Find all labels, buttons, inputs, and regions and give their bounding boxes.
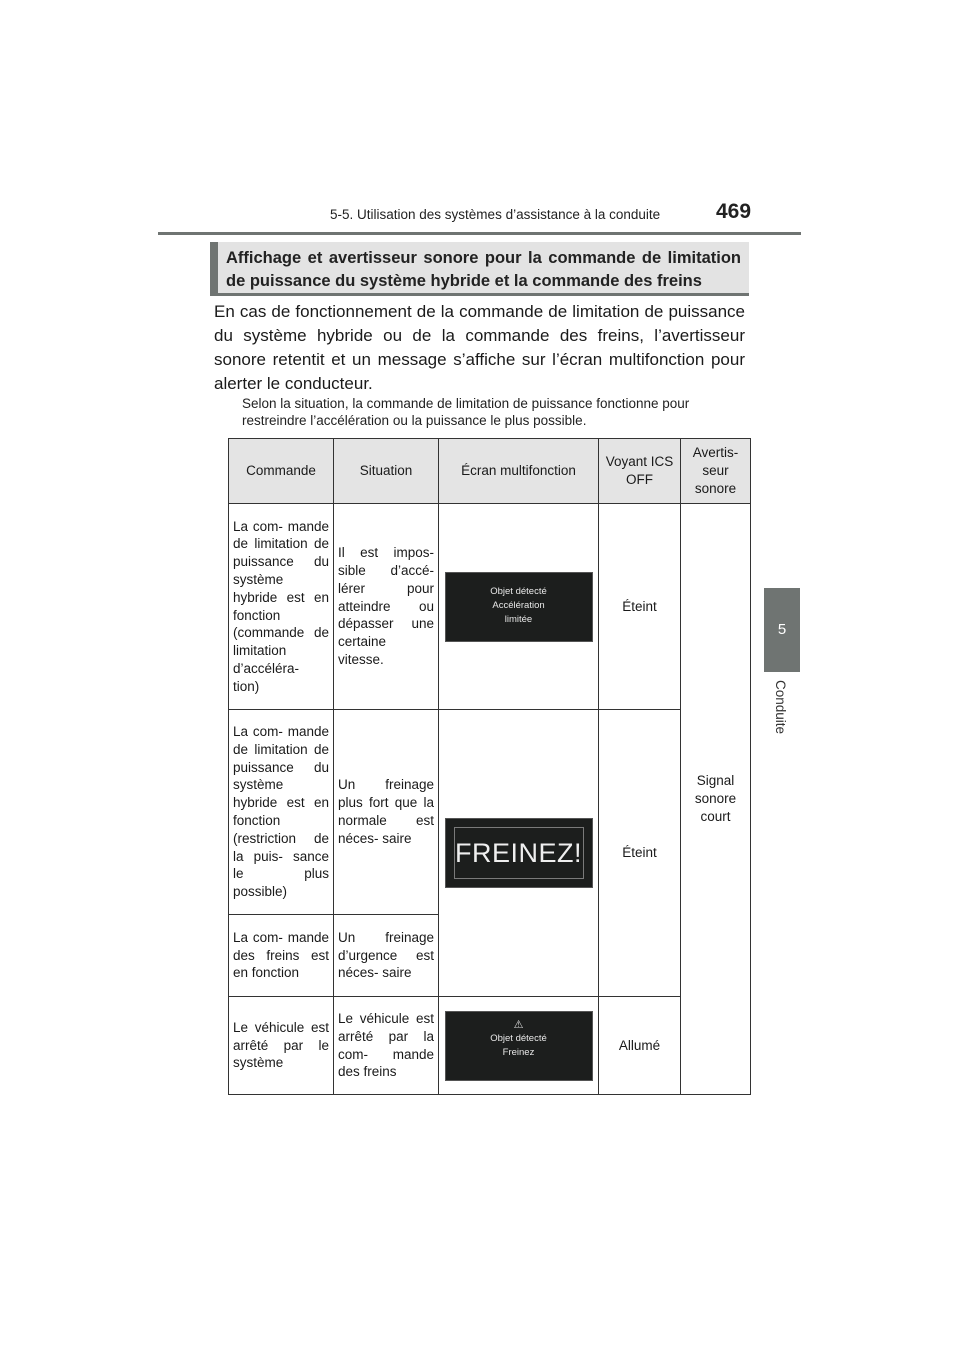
cell-situation: Un freinage d’urgence est néces- saire [334,915,439,997]
cell-screen [439,710,599,997]
screen-line: Accélération [492,599,545,611]
cell-avertisseur: Signal sonore court [681,504,751,1095]
cell-situation: Il est impos- sible d’accé- lérer pour atteindre ou dépasser une certaine vitesse. [334,504,439,710]
cell-voyant: Éteint [599,504,681,710]
table-row [229,710,751,915]
collision-warning-icon: ⚠ [513,1018,524,1031]
screen-line: Objet détecté [490,585,547,597]
note-paragraph: Selon la situation, la commande de limitation de puissance fonctionne pour restreindre l’accélération ou la puissance le plus possible. [242,396,690,428]
display-screen-image [445,572,593,642]
display-screen-image [445,1011,593,1081]
table-header-row [229,439,751,504]
section-heading-bar [210,242,218,293]
cell-situation: Le véhicule est arrêté par la com- mande des freins [334,997,439,1095]
cell-voyant: Éteint [599,710,681,997]
display-screen-image [445,818,593,888]
table-row [229,504,751,710]
header-avertisseur [681,439,751,504]
screen-line: limitée [504,613,533,625]
cell-commande: La com- mande des freins est en fonction [229,915,334,997]
freinez-message: FREINEZ! [454,827,584,879]
cell-screen [439,504,599,710]
screen-line: Objet détecté [490,1032,547,1044]
section-heading-box [210,242,749,296]
cell-commande: Le véhicule est arrêté par le système [229,997,334,1095]
running-header: 5-5. Utilisation des systèmes d’assistance à la conduite [330,207,661,222]
header-rule [158,232,801,235]
intro-paragraph: En cas de fonctionnement de la commande de limitation de puissance du système hybride ou de la commande des freins, l’avertisseur sonore retentit et un message s’affiche sur l’écran multifonction pour alerter le conducteur. [214,302,745,393]
cell-situation: Un freinage plus fort que la normale est néces- saire [334,710,439,915]
header-avertisseur-text: Avertis- seur sonore [692,445,739,496]
header-voyant [599,439,681,504]
header-commande: Commande [229,439,334,504]
table-row [229,997,751,1095]
warning-table [228,438,751,1095]
chapter-number: 5 [777,621,787,638]
chapter-tab [764,588,800,672]
chapter-label-wrap [770,680,794,740]
cell-commande: La com- mande de limitation de puissance du système hybride est en fonction (restriction de la puis- sance le plus possible) [229,710,334,915]
cell-voyant: Allumé [599,997,681,1095]
header-voyant-text: Voyant ICS OFF [605,454,674,487]
cell-commande: La com- mande de limitation de puissance du système hybride est en fonction (commande de limitation d’accéléra- tion) [229,504,334,710]
section-heading: Affichage et avertisseur sonore pour la commande de limitation de puissance du système hybride et la commande des freins [226,249,741,290]
header-ecran [439,439,599,504]
chapter-label: Conduite [773,680,788,735]
header-ecran-text: Écran multifonction [461,463,576,479]
screen-line: Freinez [502,1046,535,1058]
cell-screen [439,997,599,1095]
header-situation: Situation [334,439,439,504]
page-number: 469 [716,200,752,223]
